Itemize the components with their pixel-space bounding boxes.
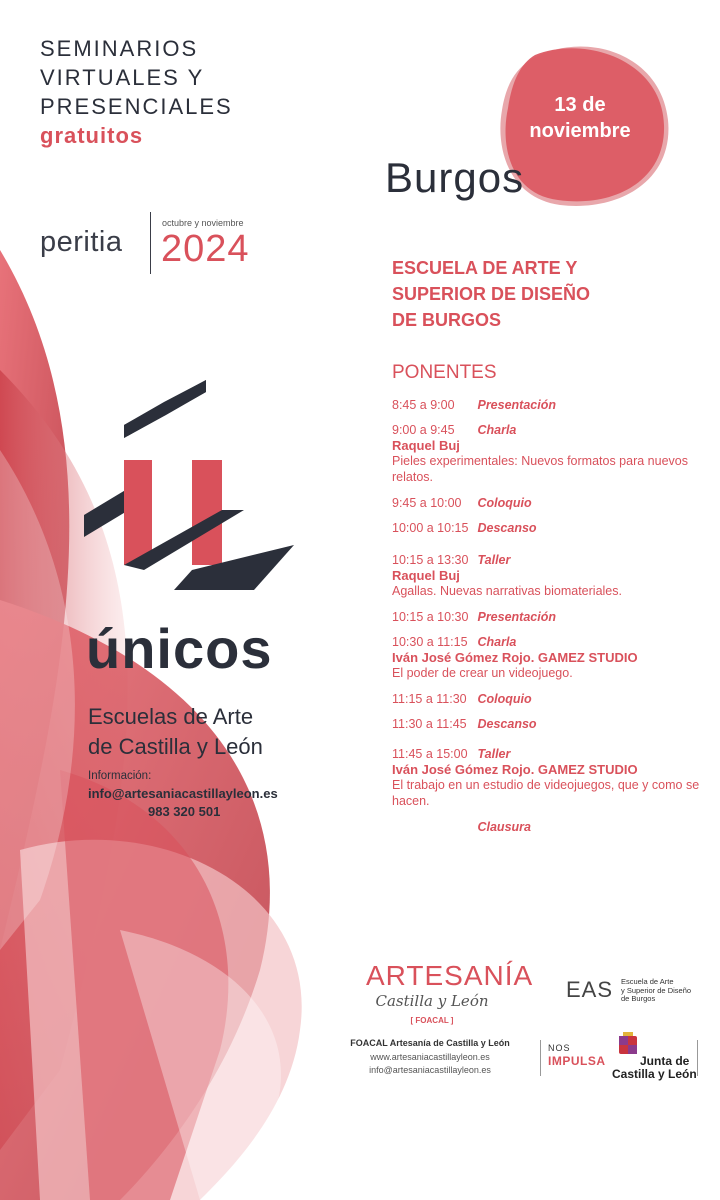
eas-line-2: y Superior de Diseño bbox=[621, 985, 692, 995]
entry-kind: Coloquio bbox=[477, 692, 532, 706]
nos-label: NOS bbox=[548, 1043, 571, 1053]
eas-line-3: de Burgos bbox=[621, 994, 656, 1003]
date-line-1: 13 de bbox=[554, 94, 606, 116]
entry-description: El poder de crear un videojuego. bbox=[392, 666, 573, 680]
heading-line-4: gratuitos bbox=[40, 123, 144, 148]
entry-time: 9:45 a 10:00 bbox=[392, 496, 462, 510]
city-title: Burgos bbox=[385, 154, 525, 201]
entry-speaker: Iván José Gómez Rojo. GAMEZ STUDIO bbox=[392, 762, 638, 777]
entry-speaker: Raquel Buj bbox=[392, 438, 460, 453]
entry-description: Agallas. Nuevas narrativas biomateriales. bbox=[392, 584, 622, 598]
entry-kind: Clausura bbox=[477, 820, 531, 834]
entry-time: 10:30 a 11:15 bbox=[392, 635, 468, 649]
foacal-contacts bbox=[330, 1051, 530, 1077]
peritia-divider bbox=[150, 212, 151, 274]
entry-time: 11:30 a 11:45 bbox=[392, 717, 467, 731]
escuelas-line-2: de Castilla y León bbox=[88, 734, 263, 759]
entry-kind: Taller bbox=[477, 553, 511, 567]
schedule-entry bbox=[392, 521, 702, 535]
contact-phone[interactable]: 983 320 501 bbox=[148, 804, 221, 819]
schedule-entry bbox=[392, 820, 702, 834]
schedule-entry bbox=[392, 553, 702, 599]
heading-line-1: SEMINARIOS bbox=[40, 36, 199, 61]
school-name bbox=[392, 255, 692, 333]
entry-kind: Charla bbox=[477, 423, 517, 437]
impulsa-label: IMPULSA bbox=[548, 1054, 606, 1068]
entry-description: Pieles experimentales: Nuevos formatos para nuevos relatos. bbox=[392, 454, 688, 484]
schedule-entry bbox=[392, 398, 702, 412]
schedule-entry bbox=[392, 635, 702, 681]
foacal-web-link[interactable]: www.artesaniacastillayleon.es bbox=[370, 1052, 490, 1062]
entry-speaker: Raquel Buj bbox=[392, 568, 460, 583]
entry-kind: Presentación bbox=[477, 398, 556, 412]
entry-time: 8:45 a 9:00 bbox=[392, 398, 455, 412]
schedule-list bbox=[392, 398, 702, 845]
contact-email[interactable]: info@artesaniacastillayleon.es bbox=[88, 786, 278, 801]
eas-letters: EAS bbox=[566, 977, 614, 1002]
junta-logo-text bbox=[612, 1055, 697, 1081]
entry-time: 10:15 a 10:30 bbox=[392, 610, 469, 624]
entry-time: 10:00 a 10:15 bbox=[392, 521, 469, 535]
entry-kind: Descanso bbox=[477, 717, 537, 731]
entry-time: 11:15 a 11:30 bbox=[392, 692, 467, 706]
schedule-entry bbox=[392, 692, 702, 706]
footer-divider-right bbox=[697, 1040, 698, 1076]
entry-description: El trabajo en un estudio de videojuegos, que y como se hacen. bbox=[392, 778, 700, 808]
peritia-label: peritia bbox=[40, 226, 123, 258]
schedule-entry bbox=[392, 496, 702, 510]
escuelas-title bbox=[88, 702, 263, 762]
ponentes-heading: PONENTES bbox=[392, 362, 497, 383]
heading-line-3: PRESENCIALES bbox=[40, 94, 233, 119]
schedule-entry bbox=[392, 717, 702, 731]
foacal-tag: [ FOACAL ] bbox=[410, 1016, 454, 1025]
seminar-heading bbox=[40, 34, 233, 150]
months-label: octubre y noviembre bbox=[162, 218, 244, 228]
school-line-3: DE BURGOS bbox=[392, 310, 502, 330]
artesania-logo: ARTESANÍA bbox=[366, 960, 534, 991]
event-date bbox=[520, 92, 640, 144]
entry-time: 10:15 a 13:30 bbox=[392, 553, 469, 567]
eas-line-1: Escuela de Arte bbox=[621, 977, 674, 986]
schedule-entry bbox=[392, 423, 702, 485]
unicos-logo-icon bbox=[84, 380, 299, 600]
date-line-2: noviembre bbox=[529, 120, 631, 142]
entry-speaker: Iván José Gómez Rojo. GAMEZ STUDIO bbox=[392, 650, 638, 665]
unicos-wordmark: únicos bbox=[86, 617, 273, 680]
escuelas-line-1: Escuelas de Arte bbox=[88, 704, 254, 729]
foacal-mail-link[interactable]: info@artesaniacastillayleon.es bbox=[369, 1065, 491, 1075]
schedule-entry bbox=[392, 747, 702, 809]
school-line-1: ESCUELA DE ARTE Y bbox=[392, 258, 578, 278]
entry-time: 11:45 a 15:00 bbox=[392, 747, 468, 761]
footer-divider-left bbox=[540, 1040, 541, 1076]
entry-time: 9:00 a 9:45 bbox=[392, 423, 455, 437]
foacal-name: FOACAL Artesanía de Castilla y León bbox=[350, 1038, 510, 1048]
year-label: 2024 bbox=[161, 228, 250, 270]
entry-kind: Presentación bbox=[477, 610, 556, 624]
artesania-subtitle: Castilla y León bbox=[375, 992, 489, 1010]
coat-of-arms-icon bbox=[617, 1032, 639, 1056]
entry-kind: Taller bbox=[477, 747, 511, 761]
heading-line-2: VIRTUALES Y bbox=[40, 65, 205, 90]
info-label: Información: bbox=[88, 770, 152, 782]
school-line-2: SUPERIOR DE DISEÑO bbox=[392, 284, 591, 304]
eas-school-text bbox=[621, 978, 701, 1004]
eas-logo bbox=[566, 977, 613, 1003]
schedule-entry bbox=[392, 610, 702, 624]
entry-kind: Coloquio bbox=[477, 496, 532, 510]
entry-kind: Descanso bbox=[477, 521, 537, 535]
junta-line-2: Castilla y León bbox=[612, 1067, 697, 1081]
junta-line-1: Junta de bbox=[640, 1054, 690, 1068]
entry-kind: Charla bbox=[477, 635, 517, 649]
